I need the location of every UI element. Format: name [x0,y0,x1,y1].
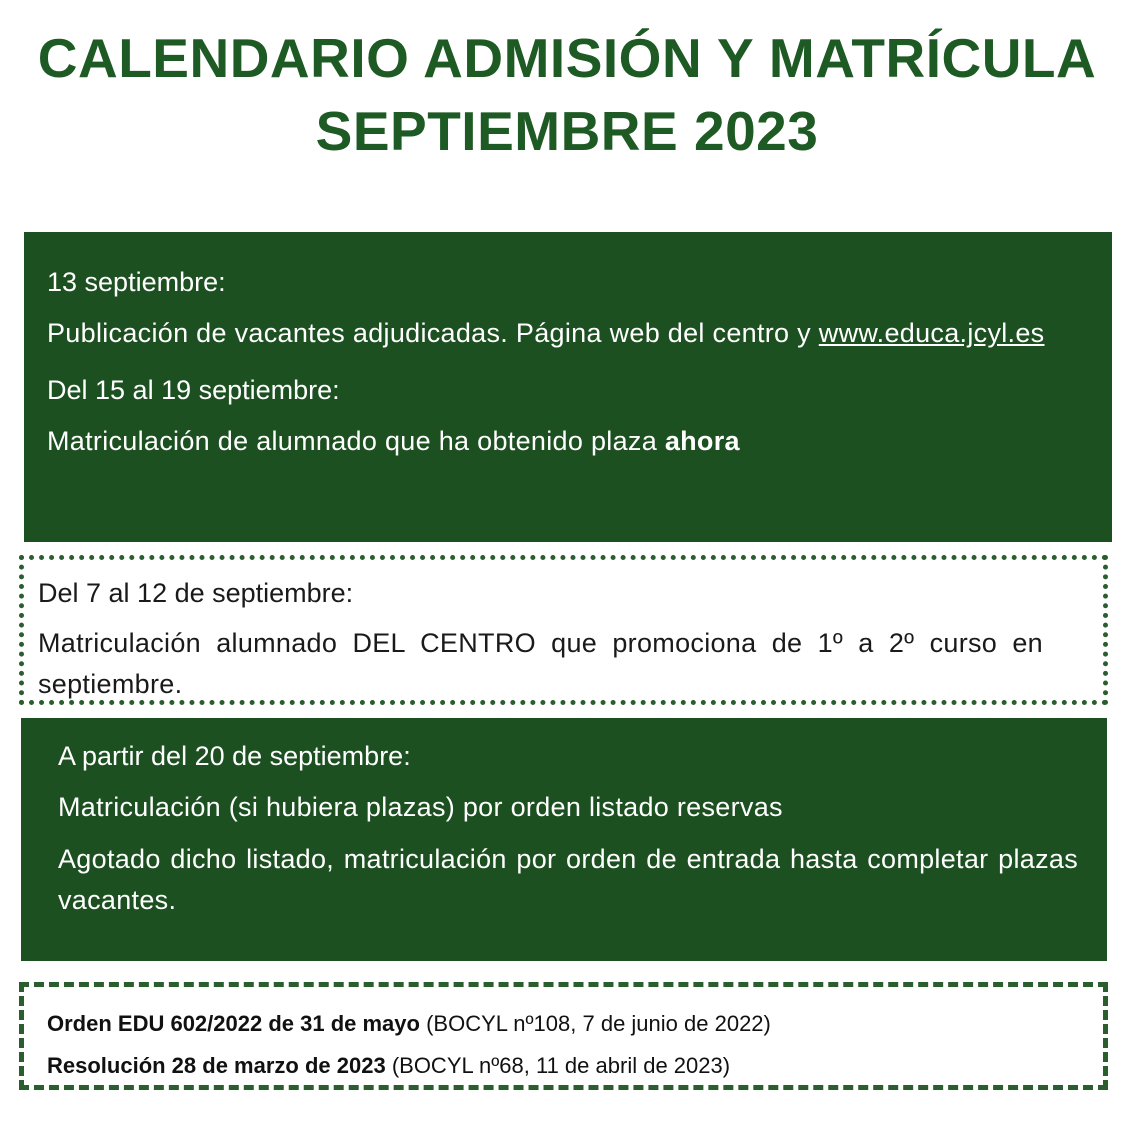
order-of-entry-text: Agotado dicho listado, matriculación por orden de entrada hasta completar plazas vacantes. [58,844,1078,915]
page-title [0,22,1134,168]
from-20-sept-block [21,718,1107,961]
date-label-13-sept: 13 septiembre: [47,267,226,297]
legal-references-block [19,982,1108,1090]
center-students-pre: Matriculación alumnado [38,628,353,658]
date-label-20-sept: A partir del 20 de septiembre: [58,741,411,771]
vacancies-text: Publicación de vacantes adjudicadas. Página web del centro y [47,318,819,348]
enrollment-new-main: Matriculación de alumnado que ha obtenido plaza [47,426,665,456]
enrollment-new-text [47,421,1066,462]
reference-resolucion-title: Resolución 28 de marzo de 2023 [47,1053,386,1078]
reference-orden-detail: (BOCYL nº108, 7 de junio de 2022) [419,1011,771,1036]
center-students-post: que promociona de 1º a 2º curso en septiembre. [38,628,1043,699]
reference-orden-title: Orden EDU 602/2022 de 31 de mayo [47,1011,420,1036]
vacancies-publication-text [47,313,1066,354]
educa-jcyl-link[interactable]: www.educa.jcyl.es [818,318,1045,348]
reference-resolucion [47,1051,1083,1081]
center-students-text [38,623,1043,705]
vacancies-block [24,232,1112,542]
date-label-7-12-sept: Del 7 al 12 de septiembre: [38,578,354,608]
reference-orden [47,1009,1083,1039]
reserve-list-text: Matriculación (si hubiera plazas) por orden listado reservas [58,792,783,822]
date-label-15-19-sept: Del 15 al 19 septiembre: [47,375,340,405]
title-line-2: SEPTIEMBRE 2023 [315,100,819,162]
center-students-block [19,555,1108,705]
center-students-emphasis: DEL CENTRO [352,628,536,658]
enrollment-new-emphasis: ahora [664,426,740,456]
reference-resolucion-detail: (BOCYL nº68, 11 de abril de 2023) [385,1053,731,1078]
title-line-1: CALENDARIO ADMISIÓN Y MATRÍCULA [37,27,1097,89]
